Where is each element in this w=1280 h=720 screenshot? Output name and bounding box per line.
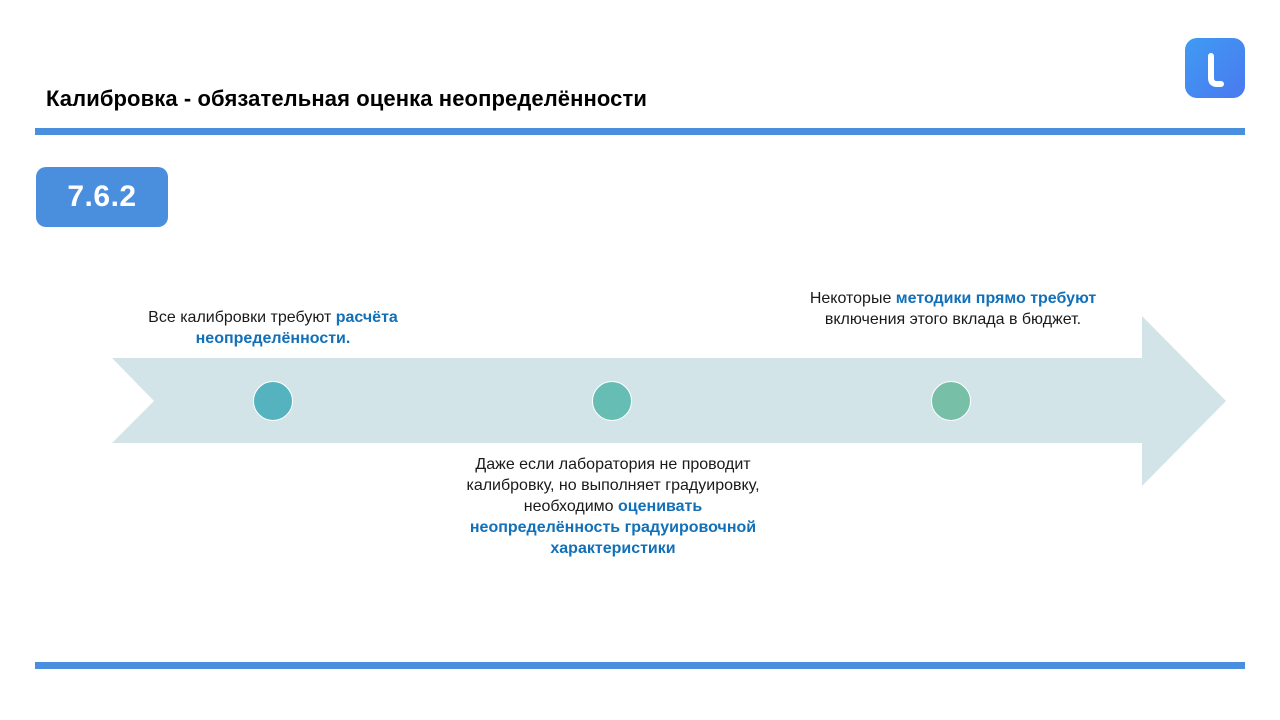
page-title: Калибровка - обязательная оценка неопределённости [46, 86, 647, 111]
step-3-plain-text: Некоторые [809, 290, 896, 307]
timeline-step-3-text [798, 288, 1108, 330]
step-1-highlight: расчёта неопределённости. [195, 309, 398, 347]
step-1-plain-text: Все калибровки требуют [148, 309, 336, 326]
timeline-step-2-text [458, 454, 768, 559]
step-2-plain-text: Даже если лаборатория не проводит калибровку, но выполняет градуировку, необходимо [466, 456, 760, 515]
timeline-dot-3 [931, 381, 971, 421]
footer-divider [35, 662, 1245, 669]
timeline-step-1-text [128, 307, 418, 349]
timeline-dot-1 [253, 381, 293, 421]
step-3-after-text: включения этого вклада в бюджет. [824, 311, 1082, 328]
step-3-highlight: методики прямо требуют [895, 290, 1097, 307]
step-2-highlight: оценивать неопределённость градуировочной характеристики [469, 498, 757, 557]
section-badge: 7.6.2 [36, 167, 168, 227]
timeline-dot-2 [592, 381, 632, 421]
